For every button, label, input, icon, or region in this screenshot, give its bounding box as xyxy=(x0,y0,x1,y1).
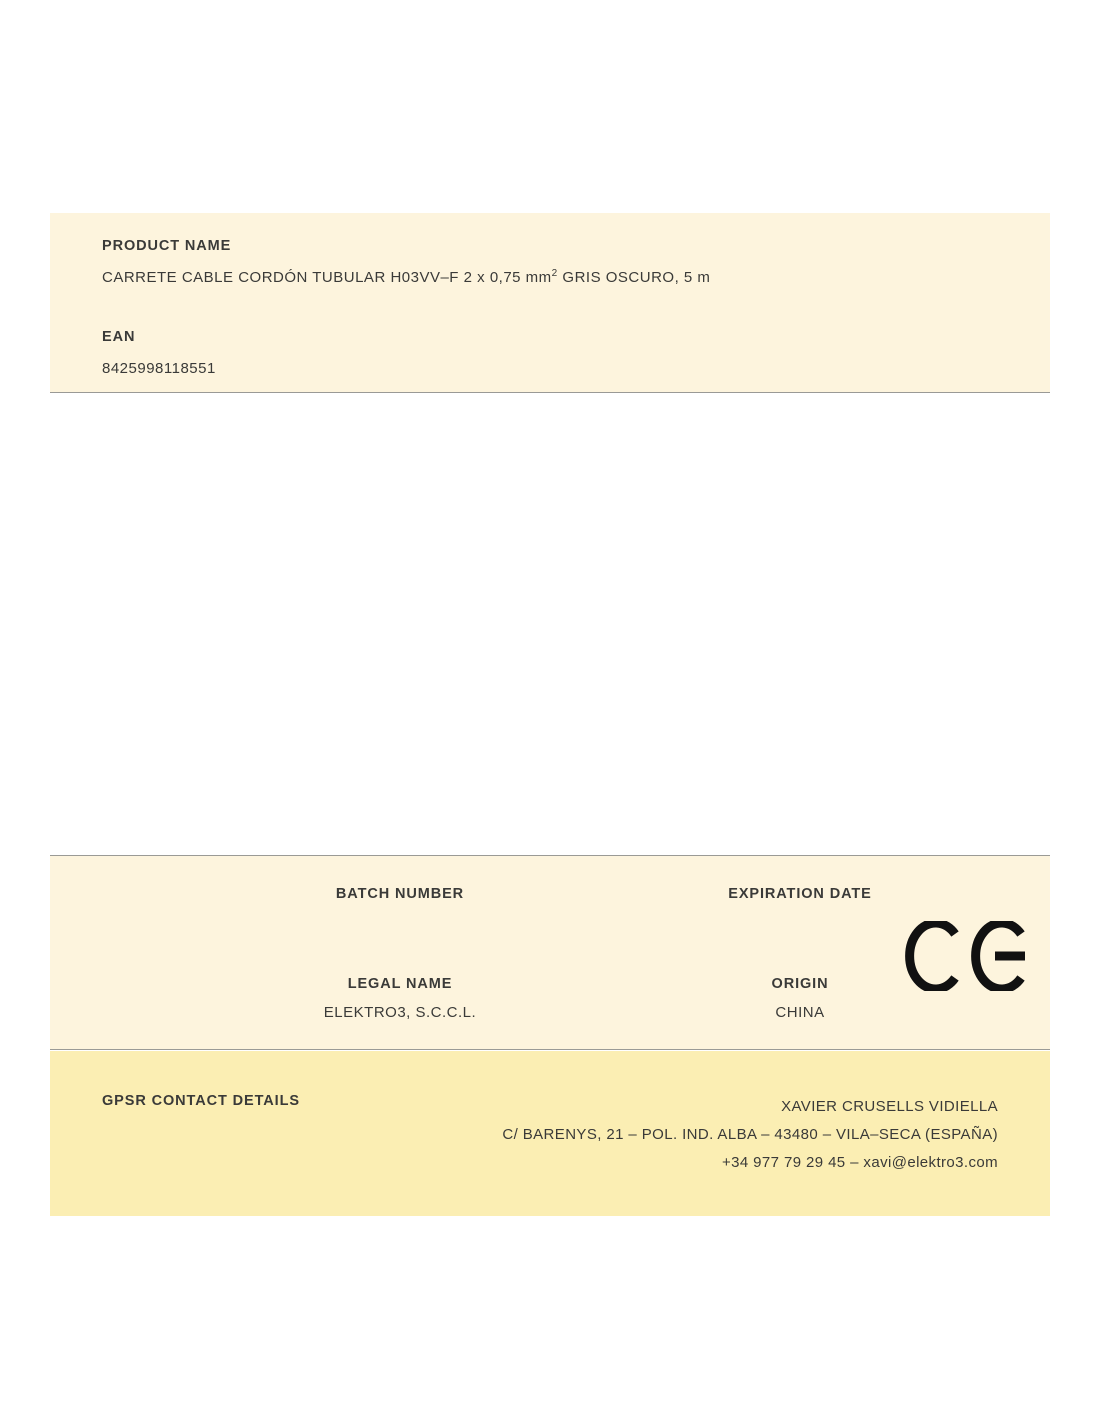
expiration-date-label: EXPIRATION DATE xyxy=(728,886,872,902)
product-name-label: PRODUCT NAME xyxy=(102,238,232,254)
ean-value: 8425998118551 xyxy=(102,360,216,377)
origin-value: CHINA xyxy=(775,1004,825,1021)
batch-number-label: BATCH NUMBER xyxy=(335,886,465,902)
product-name-text-suffix: GRIS OSCURO, 5 m xyxy=(557,269,711,286)
gpsr-contact-block xyxy=(50,1051,1050,1216)
origin-label: ORIGIN xyxy=(771,976,829,992)
gpsr-contact-phone-email: +34 977 79 29 45 – xavi@elektro3.com xyxy=(721,1154,998,1171)
ce-marking-icon xyxy=(905,921,1035,991)
legal-name-value: ELEKTRO3, S.C.C.L. xyxy=(323,1004,477,1021)
gpsr-contact-label: GPSR CONTACT DETAILS xyxy=(102,1093,300,1109)
product-name-value xyxy=(102,268,710,286)
gpsr-contact-lines xyxy=(502,1093,998,1177)
ean-label: EAN xyxy=(102,329,136,345)
batch-details-block xyxy=(50,855,1050,1050)
product-info-block xyxy=(50,213,1050,393)
gpsr-contact-address: C/ BARENYS, 21 – POL. IND. ALBA – 43480 – VILA–SECA (ESPAÑA) xyxy=(502,1126,998,1143)
product-name-superscript: 2 xyxy=(551,268,558,279)
product-name-text: CARRETE CABLE CORDÓN TUBULAR H03VV–F 2 x 0,75 mm xyxy=(102,269,552,286)
legal-name-label: LEGAL NAME xyxy=(347,976,453,992)
gpsr-contact-person: XAVIER CRUSELLS VIDIELLA xyxy=(781,1098,998,1115)
